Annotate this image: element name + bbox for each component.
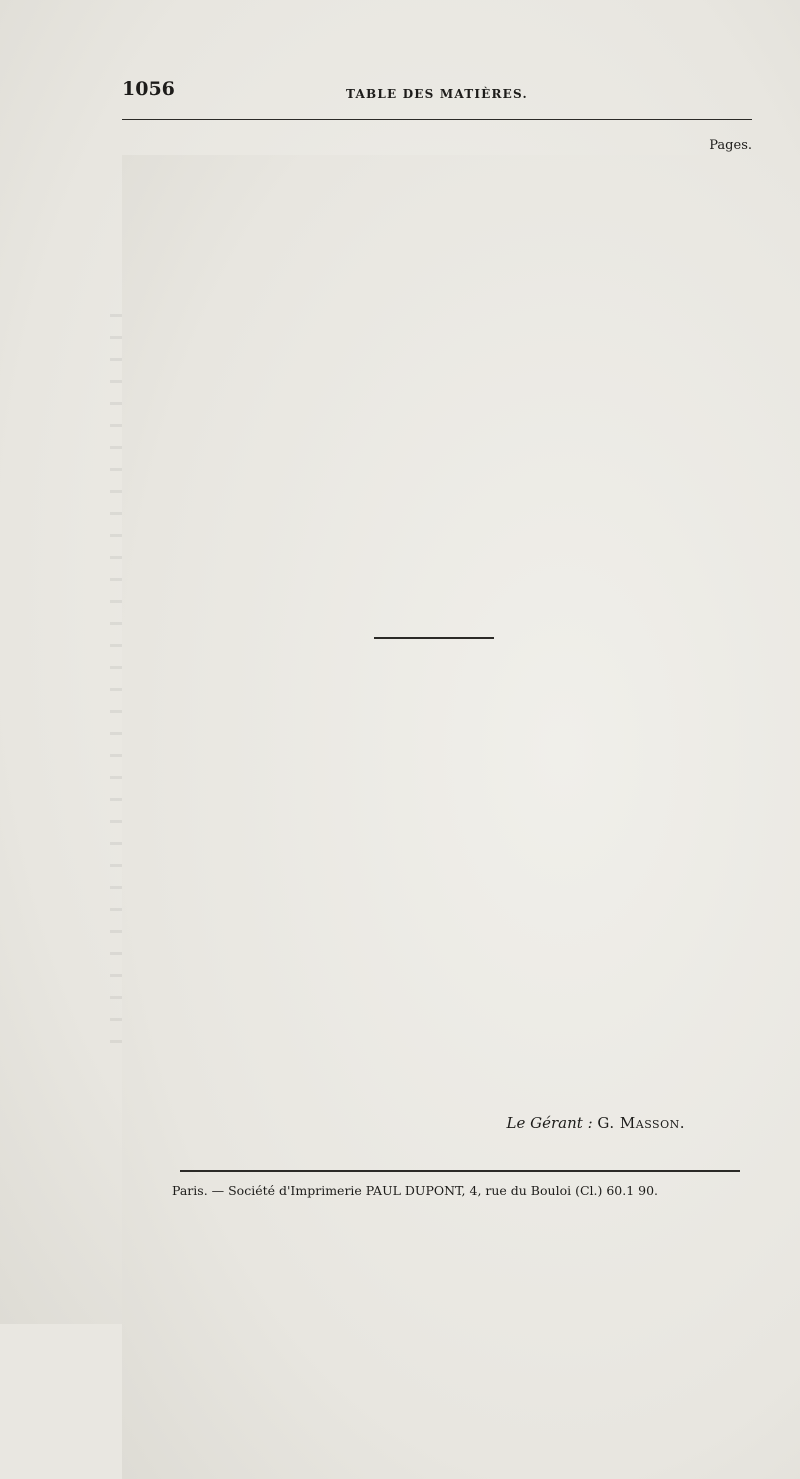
pages-column-label: Pages.: [709, 138, 752, 153]
gerant-signature: [495, 1114, 685, 1132]
printer-imprint: Paris. — Société d'Imprimerie PAUL DUPONT, 4, rue du Bouloi (Cl.) 60.1 90.: [172, 1183, 659, 1198]
running-title: TABLE DES MATIÈRES.: [346, 87, 528, 101]
footer-rule: [180, 1170, 740, 1172]
header-rule: [122, 119, 752, 120]
page-header: [122, 78, 752, 108]
section-divider: [374, 637, 494, 639]
index-entries: [122, 155, 752, 319]
entry-page: [122, 155, 800, 1479]
index-entry: [122, 278, 752, 299]
page-number: 1056: [122, 78, 175, 100]
gerant-name: G. Masson.: [597, 1114, 685, 1132]
gerant-role: Le Gérant :: [506, 1114, 593, 1132]
